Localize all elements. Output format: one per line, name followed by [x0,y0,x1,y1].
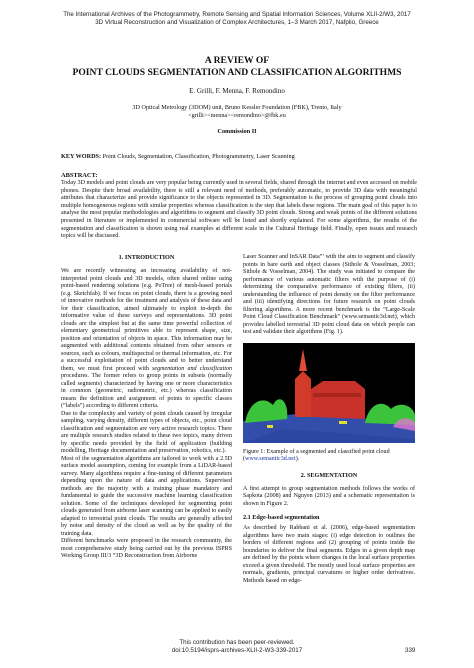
affiliation [40,104,434,120]
keywords-label: KEY WORDS: [61,153,102,160]
intro-paragraph-1 [61,268,232,411]
abstract-text: Today 3D models and point clouds are very popular being currently used in several fields, shared through the internet and even accessed on mobile phones. Despite their broad availability, there is still a relevant need of methods, preferably automatic, to provide 3D data with meaningful attributes that characterize and provide significance to the objects represented in 3D. Segmentation is the process of grouping point clouds into multiple homogeneous regions with similar properties whereas classification is the step that labels these regions. The main goal of this paper is to analyse the most popular methodologies and algorithms to segment and classify 3D point clouds. Strong and weak points of the different solutions presented in literature or implemented in commercial software will be listed and shortly explained. For some algorithms, the results of the segmentation and classification is shown using real examples at different scale in the Cultural Heritage field. Finally, open issues and research topics will be discussed. [61,180,417,240]
intro-paragraph-2: Due to the complexity and variety of point clouds caused by irregular sampling, varying density, different types of objects, etc., point cloud classification and segmentation are very active research topics. There are multiple research studies related to these two topics, many driven by specific needs provided by the field of application (building modelling, Heritage documentation and preservation, robotics, etc.). [61,410,232,454]
segmentation-heading: 2. SEGMENTATION [300,471,358,479]
footer-doi: doi:10.5194/isprs-archives-XLII-2-W3-339-2017 [171,647,303,654]
journal-header [60,11,414,27]
intro-p1-text-b: procedures. The former refers to group points in subsets (normally called segments) characterized by having one or more characteristics in common (geometric, radiometric, etc.) whereas classification means the definition and assignment of points to specific classes (“labels”) according to different criteria. [61,373,232,409]
car-points-2 [267,425,273,428]
page-footer [60,639,414,655]
building-detail [313,393,361,397]
caption-text-b: ). [295,456,300,462]
right-column [243,254,415,585]
paper-title-line1: A REVIEW OF [204,55,270,66]
left-column [61,254,232,561]
journal-header-line2: 3D Virtual Reconstruction and Visualization of Complex Architectures, 1–3 March 2017, Nafplio, Greece [95,19,379,26]
intro-paragraph-3: Most of the segmentation algorithms are tailored to work with a 2.5D surface model assumption, coming for example from a LiDAR-based survey. Many algorithms require a fine-tuning of different parameters depending upon the nature of data and applications. Supervised methods are the majority with a training phase mandatory and fundamental to guide the successive machine learning classification solution. Some of the techniques developed for segmenting point clouds generated from airborne laser scanning can be applied to easily adapted to terrestrial point clouds. The results are generally affected by noise and density of the cloud as well as by the quality of the training data. [61,455,232,537]
semantic3d-link[interactable]: www.semantic3d.net [245,456,296,462]
segmentation-paragraph: A first attempt to group segmentation methods follows the works of Sapkota (2008) and Nguyen (2013) and a schematic representation is shown in Figure 2. [243,485,415,507]
abstract-heading: ABSTRACT: [61,172,98,179]
figure-caption [243,449,415,464]
paper-title [40,55,434,79]
paper-title-line2: POINT CLOUDS SEGMENTATION AND CLASSIFICATION ALGORITHMS [72,67,402,78]
introduction-heading: 1. INTRODUCTION [118,254,175,261]
affiliation-email: <grilli><menna><remondino>@fbk.eu [188,112,286,119]
footer-peer-review: This contribution has been peer-reviewed. [179,639,295,646]
building-nave [311,381,365,419]
page-number: 339 [405,647,416,654]
caption-text-a: Figure 1: Example of a segmented and classified point cloud ( [243,448,390,462]
right-paragraph-1: Laser Scanner and InSAR Data”’ with the aim to segment and classify points in bare earth and object classes (Sithole & Vosselman, 2003; Sithole & Vosselman, 2004). The study was initiated to compare the performance of various automatic filters with the purpose of (i) determining the comparative performance of existing filters, (ii) understanding the influence of point density on the filter performance and (iii) identifying directions for future research on point clouds filtering algorithms. A more recent benchmark is the “Large-Scale Point Cloud Classification Benchmark” (www.semantic3d.net), which provides labelled terrestrial 3D point cloud data on which people can test and validate their algorithms (Fig. 1). [243,254,415,335]
edge-based-paragraph: As described by Rabbani et al. (2006), edge-based segmentation algorithms have two main stages: (i) edge detection to outlines the borders of different regions and (2) grouping of points inside the boundaries to deliver the final segments. Edges in a given depth map are defined by the points where changes in the local surface properties exceed a given threshold. The mostly used local surface properties are normals, gradients, principal curvatures or higher order derivatives. Methods based on edge- [243,525,415,584]
authors: E. Grilli, F. Menna, F. Remondino [189,87,285,95]
intro-paragraph-4: Different benchmarks were proposed in the research community, the most comprehensive study being carried out by the previous ISPRS Working Group III/3 “3D Reconstruction from Airborne [61,538,232,559]
journal-header-line1: The International Archives of the Photogrammetry, Remote Sensing and Spatial Information Sciences, Volume XLII-2/W3, 2017 [63,11,411,18]
intro-p1-emphasis: segmentation and classification [152,365,232,372]
edge-based-heading: 2.1 Edge-based segmentation [243,514,320,521]
car-points [339,421,347,424]
commission: Commission II [217,128,257,135]
building-tower [295,371,311,417]
keywords [61,153,421,160]
keywords-text: Point Clouds, Segmentation, Classification, Photogrammetry, Laser Scanning [101,153,295,160]
point-cloud-figure [243,343,415,443]
point-cloud-image [243,343,415,443]
affiliation-line1: 3D Optical Metrology (3DOM) unit, Bruno Kessler Foundation (FBK), Trento, Italy [132,104,342,111]
intro-p1-text-a: We are recently witnessing an increasing availability of not-interpreted point clouds and 3D models, often shared online using point-based rendering solutions (e.g. PoTree) of mesh-based portals (e.g. Sketchfab). If we focus on point clouds, there is a growing need of innovative methods for the treatment and analysis of these data and for their classification, aimed ultimately to exploit in-depth the informative value of these surveys and representations. 3D point clouds are the simplest but at the same time powerful collection of elementary geometrical primitives able to represent shape, size, position and orientation of objects in space. This information may be augmented with additional contents obtained from other sensors or sources, such as colours, multispectral or thermal information, etc. For a successful exploitation of point clouds and to better understand them, we must first proceed with [61,268,232,372]
